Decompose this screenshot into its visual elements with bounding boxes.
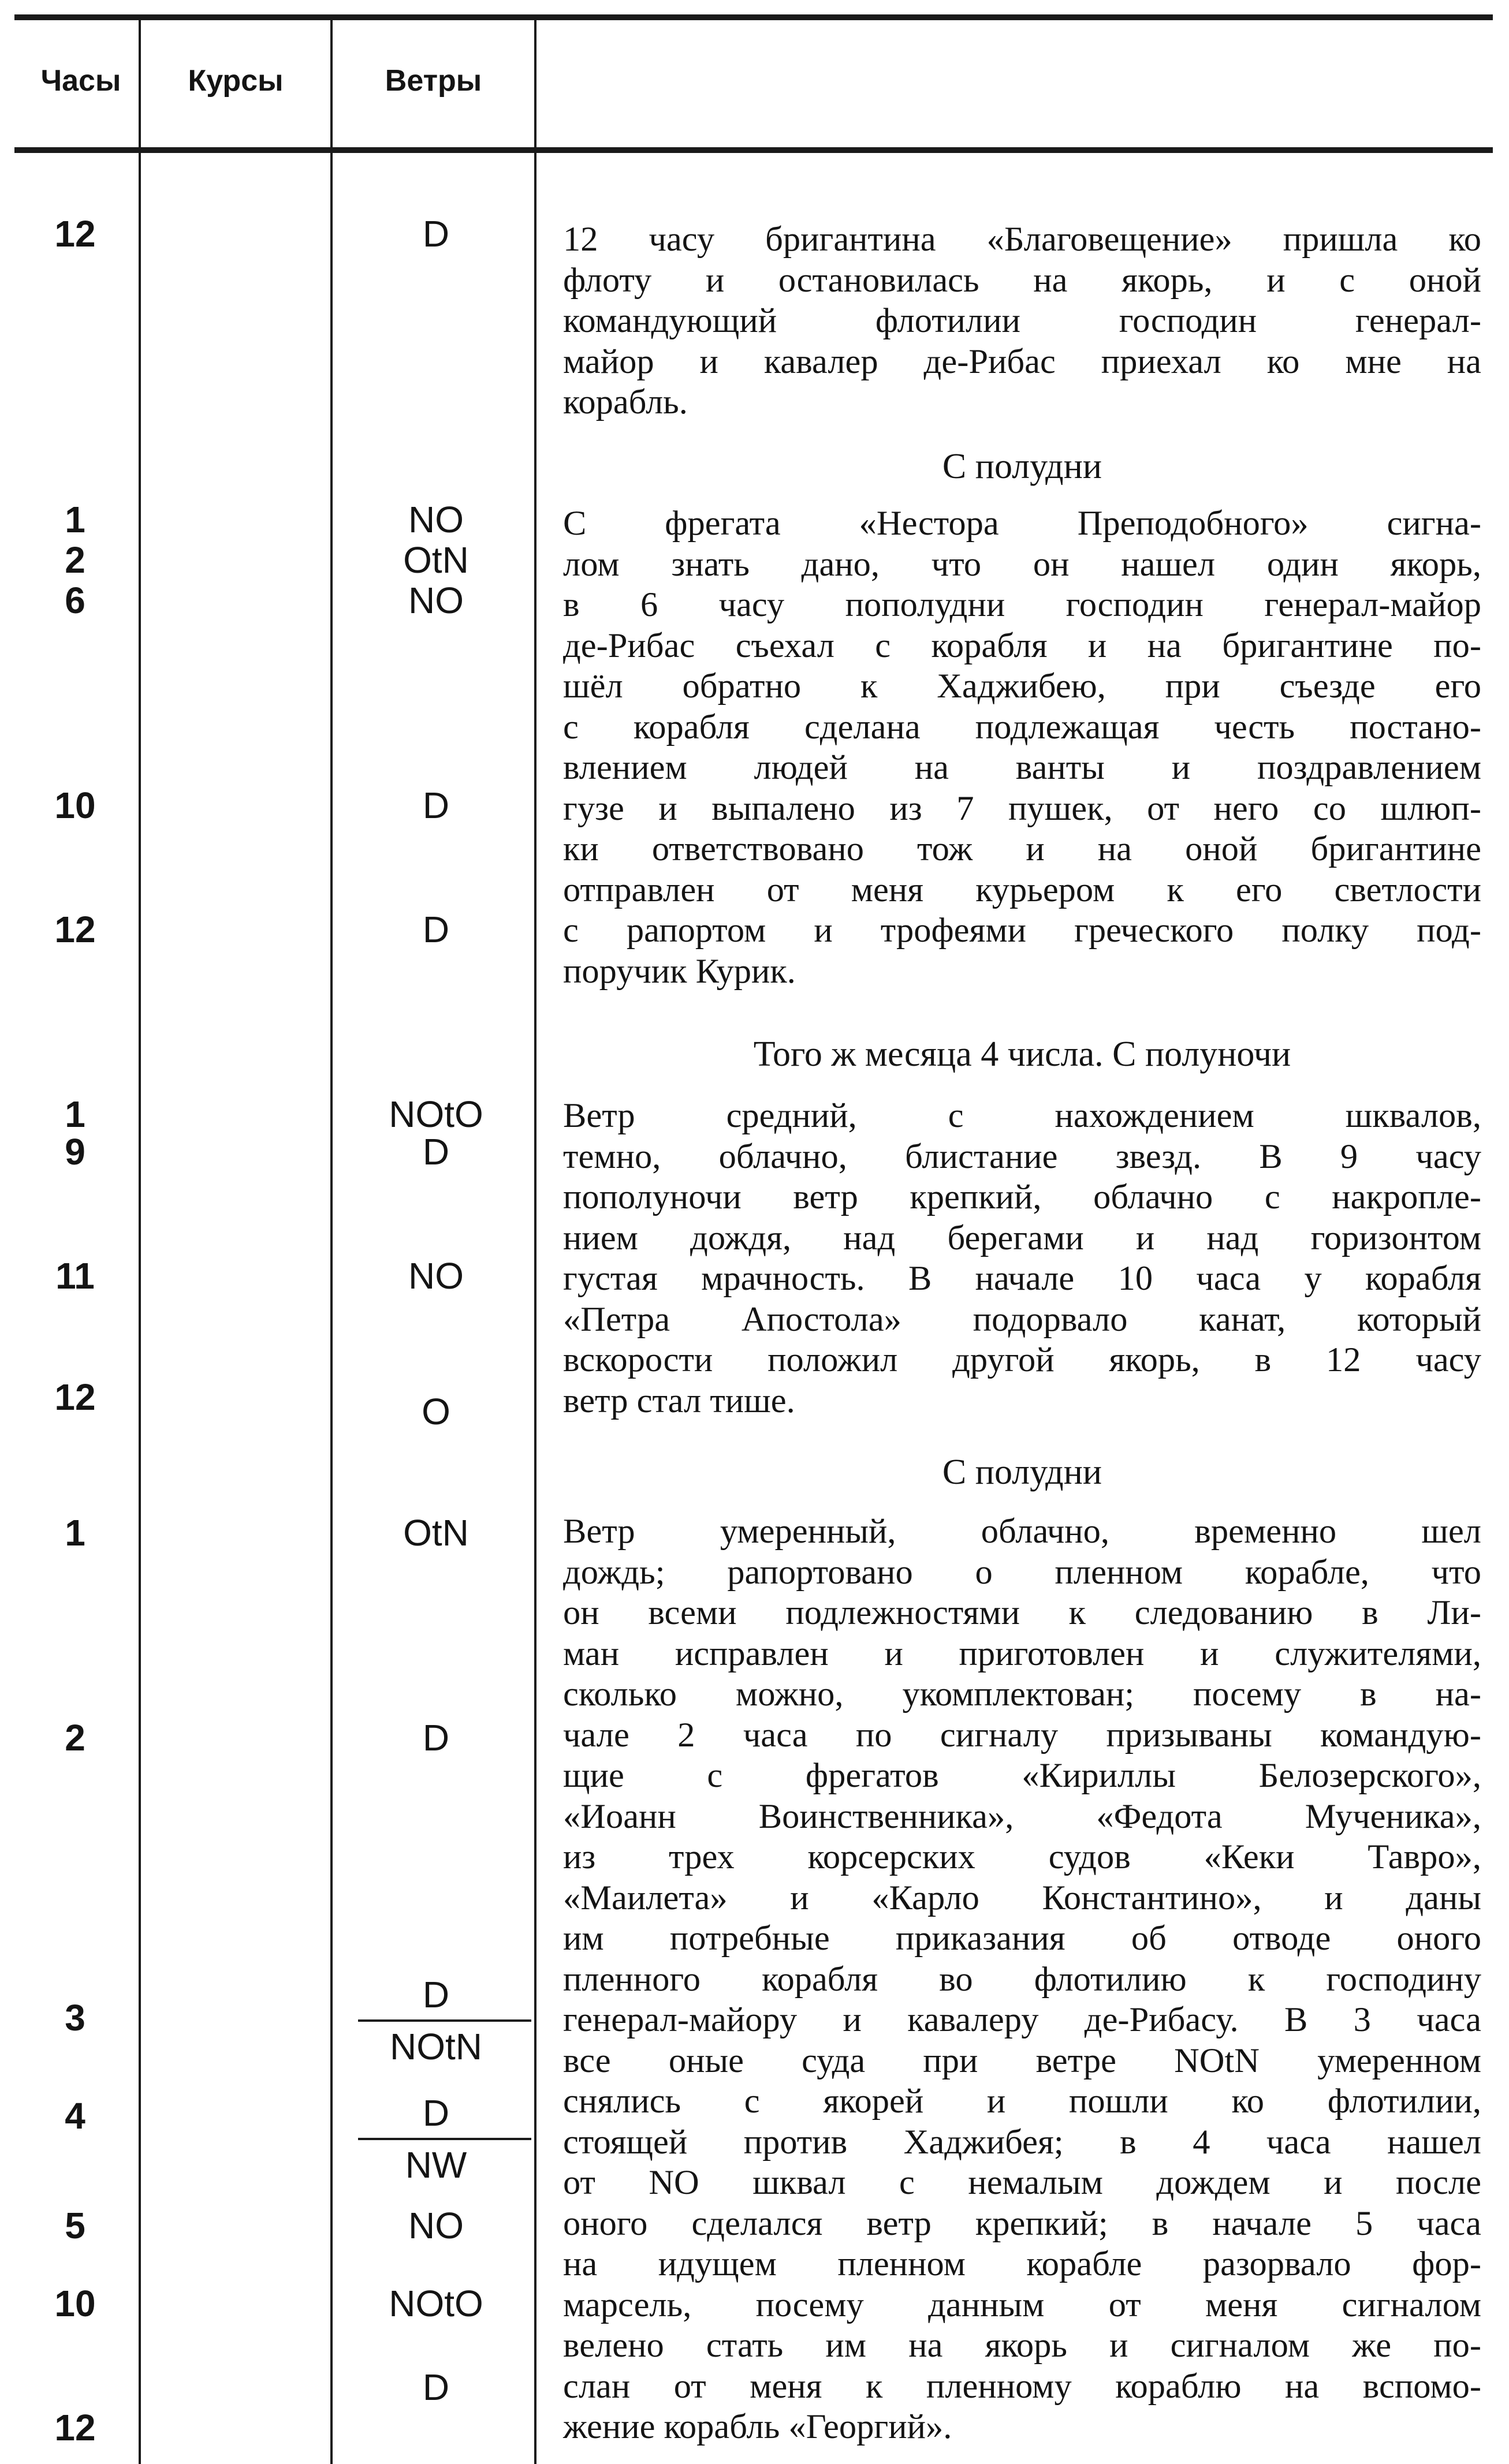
text-line: С фрегата «Нестора Преподобного» сигна-	[563, 504, 1481, 543]
wind-cell: NO	[408, 1255, 464, 1297]
text-line: ветр стал тише.	[563, 1381, 795, 1420]
text-line: с корабля сделана подлежащая честь постано-	[563, 707, 1481, 746]
text-line: нием дождя, над берегами и над горизонтом	[563, 1218, 1481, 1257]
hour-cell: 11	[55, 1255, 95, 1297]
text-line: поручик Курик.	[563, 951, 796, 991]
wind-cell: D	[422, 1717, 450, 1759]
hour-cell: 5	[65, 2205, 85, 2246]
wind-cell: NOtO	[389, 2283, 483, 2324]
text-line: «Иоанн Воинственника», «Федота Мученика»,	[563, 1797, 1481, 1836]
wind-cell: NOtO	[389, 1093, 483, 1135]
wind-cell: OtN	[403, 1512, 469, 1554]
hour-cell: 12	[54, 909, 96, 950]
text-line: на идущем пленном корабле разорвало фор-	[563, 2245, 1481, 2283]
text-line: оного сделался ветр крепкий; в начале 5 часа	[563, 2204, 1481, 2243]
column-divider-2	[330, 20, 333, 2464]
wind-cell: D	[422, 909, 450, 950]
wind-cell: D	[422, 1974, 450, 2015]
hour-cell: 12	[54, 2407, 96, 2448]
hour-cell: 12	[54, 1376, 96, 1418]
text-line: Ветр умеренный, облачно, временно шел	[563, 1512, 1481, 1551]
text-line: лом знать дано, что он нашел один якорь,	[563, 544, 1481, 584]
text-line: от NO шквал с немалым дождем и после	[563, 2163, 1481, 2202]
wind-cell: D	[422, 2092, 450, 2134]
text-line: флоту и остановилась на якорь, и с оной	[563, 260, 1481, 300]
hour-cell: 6	[65, 580, 85, 621]
entry-paragraph-3	[563, 1096, 1481, 1421]
text-line: марсель, посему данным от меня сигналом	[563, 2285, 1481, 2324]
text-line: ман исправлен и приготовлен и служителями,	[563, 1634, 1481, 1673]
hour-cell: 10	[54, 2283, 96, 2324]
hour-cell: 2	[65, 1717, 85, 1759]
wind-cell: NO	[408, 499, 464, 540]
wind-cell: NO	[408, 2205, 464, 2246]
text-line: генерал-майору и кавалеру де-Рибасу. В 3 часа	[563, 2000, 1481, 2039]
text-line: стоящей против Хаджибея; в 4 часа нашел	[563, 2122, 1481, 2161]
section-heading: Того ж месяца 4 числа. С полуночи	[753, 1035, 1291, 1074]
hour-cell: 1	[65, 1093, 85, 1135]
text-line: «Маилета» и «Карло Константино», и даны	[563, 1878, 1481, 1917]
column-header-hours: Часы	[40, 64, 121, 98]
text-line: отправлен от меня курьером к его светлости	[563, 870, 1481, 909]
wind-cell: NO	[408, 580, 464, 621]
wind-cell: D	[422, 1131, 450, 1173]
entry-paragraph-1	[563, 219, 1481, 423]
hour-cell: 4	[65, 2095, 85, 2137]
entry-paragraph-4	[563, 1511, 1481, 2448]
hour-cell: 1	[65, 499, 85, 540]
text-line: сколько можно, укомплектован; посему в на-	[563, 1675, 1481, 1713]
top-rule	[14, 14, 1493, 20]
text-line: щие с фрегатов «Кириллы Белозерского»,	[563, 1756, 1481, 1795]
hour-cell: 10	[54, 785, 96, 826]
text-line: вскорости положил другой якорь, в 12 часу	[563, 1341, 1481, 1379]
text-line: жение корабль «Георгий».	[563, 2407, 952, 2446]
text-line: велено стать им на якорь и сигналом же по-	[563, 2326, 1481, 2365]
column-divider-3	[534, 20, 536, 2464]
hour-cell: 2	[65, 539, 85, 581]
wind-divider-line	[358, 2019, 531, 2022]
text-line: «Петра Апостола» подорвало канат, который	[563, 1300, 1481, 1339]
section-heading: С полудни	[942, 1453, 1102, 1492]
text-line: де-Рибас съехал с корабля и на бригантине по-	[563, 626, 1481, 665]
text-line: все оные суда при ветре NOtN умеренном	[563, 2041, 1481, 2080]
text-line: пополуночи ветр крепкий, облачно с накропле-	[563, 1178, 1481, 1216]
text-line: слан от меня к пленному кораблю на вспомо-	[563, 2366, 1481, 2406]
column-header-courses: Курсы	[188, 64, 284, 98]
text-line: майор и кавалер де-Рибас приехал ко мне на	[563, 342, 1481, 381]
text-line: из трех корсерских судов «Кеки Тавро»,	[563, 1838, 1481, 1876]
text-line: он всеми подлежностями к следованию в Ли-	[563, 1593, 1481, 1632]
text-line: снялись с якорей и пошли ко флотилии,	[563, 2082, 1481, 2120]
column-divider-1	[139, 20, 141, 2464]
text-line: влением людей на ванты и поздравлением	[563, 748, 1481, 787]
text-line: темно, облачно, блистание звезд. В 9 часу	[563, 1137, 1481, 1176]
hour-cell: 3	[65, 1997, 85, 2039]
wind-divider-line	[358, 2138, 531, 2140]
section-heading: С полудни	[942, 447, 1102, 486]
text-line: гузе и выпалено из 7 пушек, от него со шлюп-	[563, 789, 1481, 828]
text-line: 12 часу бригантина «Благовещение» пришла ко	[563, 220, 1481, 259]
text-line: шёл обратно к Хаджибею, при съезде его	[563, 667, 1481, 705]
text-line: Ветр средний, с нахождением шквалов,	[563, 1096, 1481, 1135]
text-line: дождь; рапортовано о пленном корабле, что	[563, 1552, 1481, 1592]
hour-cell: 9	[65, 1131, 85, 1173]
wind-cell: O	[422, 1391, 450, 1432]
text-line: корабль.	[563, 383, 688, 421]
wind-cell: OtN	[403, 539, 469, 581]
hour-cell: 1	[65, 1512, 85, 1554]
text-line: с рапортом и трофеями греческого полку под-	[563, 911, 1481, 950]
hour-cell: 12	[54, 213, 96, 255]
header-bottom-rule	[14, 147, 1493, 153]
wind-cell: NW	[405, 2144, 467, 2186]
text-line: ки ответствовано тож и на оной бригантине	[563, 830, 1481, 868]
text-line: густая мрачность. В начале 10 часа у корабля	[563, 1259, 1481, 1298]
text-line: командующий флотилии господин генерал-	[563, 301, 1481, 340]
text-line: пленного корабля во флотилию к господину	[563, 1959, 1481, 1999]
wind-cell: D	[422, 2366, 450, 2408]
wind-cell: NOtN	[390, 2026, 482, 2067]
entry-paragraph-2	[563, 503, 1481, 992]
text-line: им потребные приказания об отводе оного	[563, 1919, 1481, 1958]
wind-cell: D	[422, 213, 450, 255]
column-header-winds: Ветры	[385, 64, 482, 98]
text-line: чале 2 часа по сигналу призываны командую-	[563, 1715, 1481, 1754]
text-line: в 6 часу пополудни господин генерал-майор	[563, 585, 1481, 624]
wind-cell: D	[422, 785, 450, 826]
